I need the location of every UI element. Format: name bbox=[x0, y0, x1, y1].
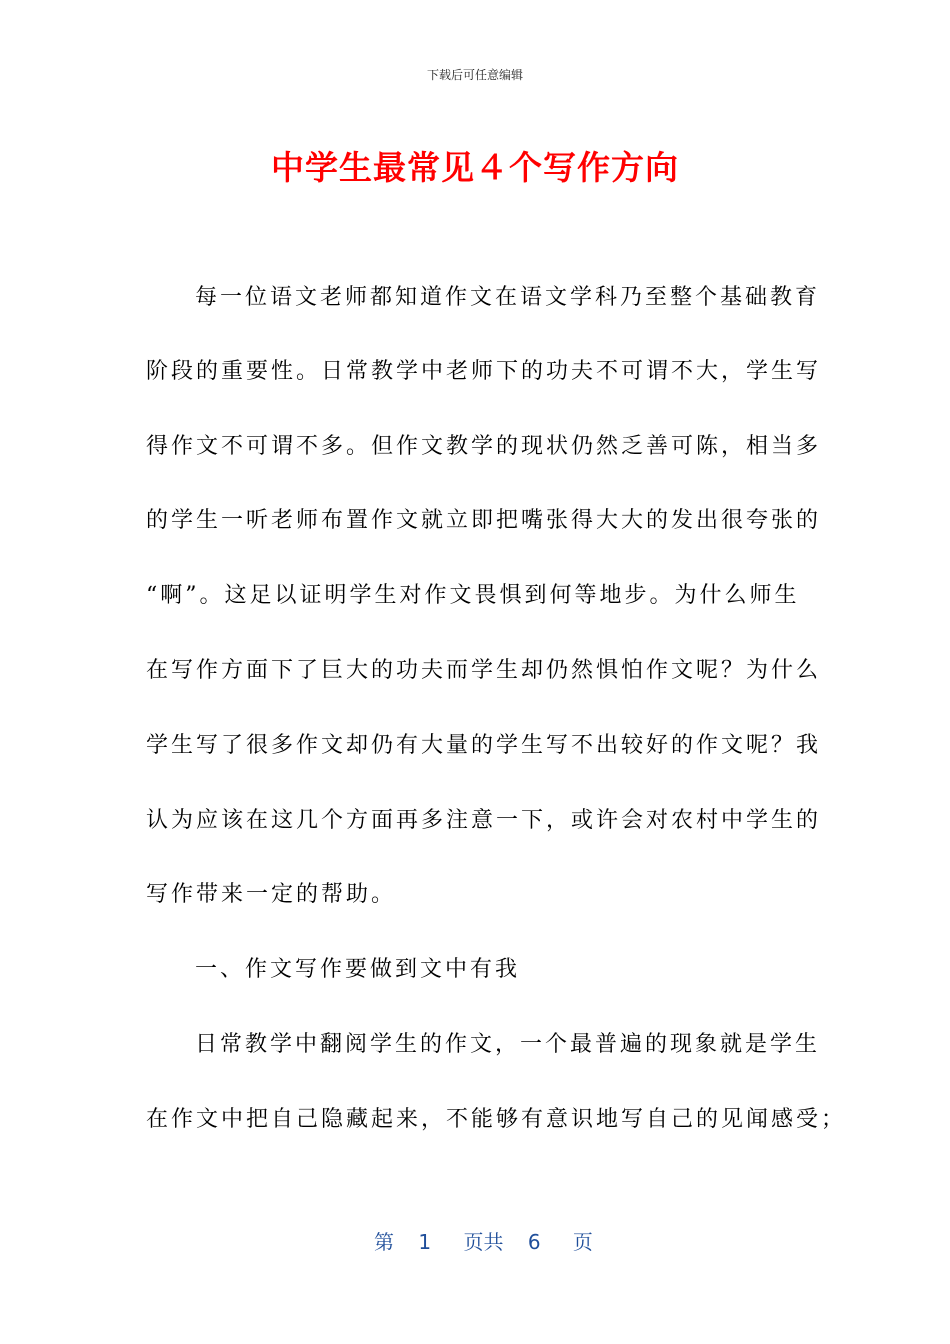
paragraph-line: 得作文不可谓不多。但作文教学的现状仍然乏善可陈，相当多 bbox=[146, 434, 822, 459]
header-note: 下载后可任意编辑 bbox=[426, 68, 523, 82]
page-footer bbox=[374, 1226, 593, 1255]
footer-prefix: 第 bbox=[374, 1230, 394, 1254]
paragraph-line: “啊”。这足以证明学生对作文畏惧到何等地步。为什么师生 bbox=[146, 583, 800, 608]
paragraph-line: 在作文中把自己隐藏起来，不能够有意识地写自己的见闻感受； bbox=[146, 1107, 847, 1132]
footer-total-pages: 6 bbox=[527, 1230, 541, 1254]
section-heading: 一、作文写作要做到文中有我 bbox=[195, 957, 521, 982]
footer-page-number: 1 bbox=[418, 1230, 432, 1254]
page-title: 中学生最常见４个写作方向 bbox=[271, 148, 679, 187]
paragraph-line: 学生写了很多作文却仍有大量的学生写不出较好的作文呢？我 bbox=[146, 733, 822, 758]
paragraph-line: 在写作方面下了巨大的功夫而学生却仍然惧怕作文呢？为什么 bbox=[146, 658, 822, 683]
paragraph-line: 每一位语文老师都知道作文在语文学科乃至整个基础教育 bbox=[195, 285, 821, 310]
paragraph-line: 写作带来一定的帮助。 bbox=[146, 882, 397, 907]
footer-middle: 页共 bbox=[463, 1230, 504, 1254]
paragraph-line: 阶段的重要性。日常教学中老师下的功夫不可谓不大，学生写 bbox=[146, 359, 822, 384]
paragraph-line: 的学生一听老师布置作文就立即把嘴张得大大的发出很夸张的 bbox=[146, 508, 822, 533]
paragraph-line: 日常教学中翻阅学生的作文，一个最普遍的现象就是学生 bbox=[195, 1032, 821, 1057]
footer-suffix: 页 bbox=[572, 1230, 593, 1254]
paragraph-line: 认为应该在这几个方面再多注意一下，或许会对农村中学生的 bbox=[146, 808, 822, 833]
